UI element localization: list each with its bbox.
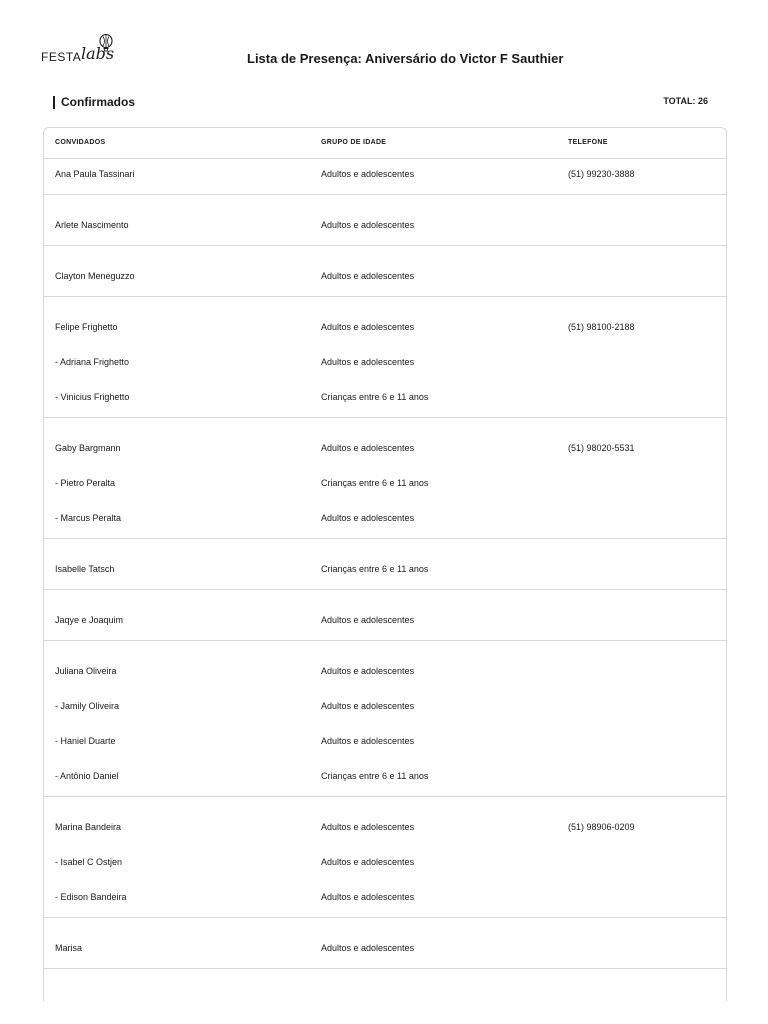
age-group: Adultos e adolescentes bbox=[321, 736, 415, 746]
logo-text: FESTA bbox=[41, 50, 82, 64]
phone-number: (51) 98906-0209 bbox=[568, 822, 635, 832]
guest-group bbox=[44, 797, 726, 918]
table-row bbox=[44, 933, 726, 968]
table-row bbox=[44, 847, 726, 882]
table-row bbox=[44, 605, 726, 640]
table-row bbox=[44, 210, 726, 245]
guest-group bbox=[44, 159, 726, 195]
guest-group bbox=[44, 539, 726, 590]
guest-group bbox=[44, 590, 726, 641]
age-group: Crianças entre 6 e 11 anos bbox=[321, 392, 429, 402]
section-title: Confirmados bbox=[61, 95, 136, 109]
phone-number: (51) 99230-3888 bbox=[568, 169, 635, 179]
age-group: Adultos e adolescentes bbox=[321, 857, 415, 867]
guest-name: - Marcus Peralta bbox=[55, 513, 122, 523]
age-group: Adultos e adolescentes bbox=[321, 615, 415, 625]
guest-group bbox=[44, 195, 726, 246]
age-group: Adultos e adolescentes bbox=[321, 322, 415, 332]
table-row bbox=[44, 656, 726, 691]
guest-name: Clayton Meneguzzo bbox=[55, 271, 135, 281]
guest-name: Gaby Bargmann bbox=[55, 443, 121, 453]
age-group: Adultos e adolescentes bbox=[321, 892, 415, 902]
age-group: Adultos e adolescentes bbox=[321, 666, 415, 676]
column-header-age-group: GRUPO DE IDADE bbox=[321, 139, 387, 146]
guest-name: - Antônio Daniel bbox=[55, 771, 119, 781]
age-group: Adultos e adolescentes bbox=[321, 357, 415, 367]
table-row bbox=[44, 382, 726, 417]
age-group: Adultos e adolescentes bbox=[321, 701, 415, 711]
table-row bbox=[44, 312, 726, 347]
table-row bbox=[44, 761, 726, 796]
guest-group bbox=[44, 297, 726, 418]
table-row bbox=[44, 261, 726, 296]
table-row bbox=[44, 554, 726, 589]
age-group: Adultos e adolescentes bbox=[321, 443, 415, 453]
table-body bbox=[44, 159, 726, 1001]
age-group: Adultos e adolescentes bbox=[321, 271, 415, 281]
phone-number: (51) 98020-5531 bbox=[568, 443, 635, 453]
age-group: Crianças entre 6 e 11 anos bbox=[321, 771, 429, 781]
table-row-partial bbox=[44, 969, 726, 1001]
guest-name: - Isabel C Ostjen bbox=[55, 857, 123, 867]
age-group: Crianças entre 6 e 11 anos bbox=[321, 478, 429, 488]
column-header-guests: CONVIDADOS bbox=[55, 139, 106, 146]
table-row bbox=[44, 433, 726, 468]
age-group: Adultos e adolescentes bbox=[321, 169, 415, 179]
guest-name: - Haniel Duarte bbox=[55, 736, 116, 746]
age-group: Adultos e adolescentes bbox=[321, 513, 415, 523]
logo-script-text: labs bbox=[81, 44, 115, 63]
total-count: TOTAL: 26 bbox=[663, 96, 708, 106]
age-group: Adultos e adolescentes bbox=[321, 220, 415, 230]
guest-name: Isabelle Tatsch bbox=[55, 564, 115, 574]
table-row bbox=[44, 812, 726, 847]
table-row bbox=[44, 503, 726, 538]
guest-name: Juliana Oliveira bbox=[55, 666, 117, 676]
age-group: Adultos e adolescentes bbox=[321, 822, 415, 832]
table-row bbox=[44, 691, 726, 726]
guest-name: Marisa bbox=[55, 943, 83, 953]
age-group: Crianças entre 6 e 11 anos bbox=[321, 564, 429, 574]
phone-number: (51) 98100-2188 bbox=[568, 322, 635, 332]
guest-group bbox=[44, 641, 726, 797]
guest-name: Ana Paula Tassinari bbox=[55, 169, 135, 179]
section-accent-bar bbox=[53, 96, 55, 109]
table-row bbox=[44, 882, 726, 917]
table-row bbox=[44, 726, 726, 761]
guest-name: - Pietro Peralta bbox=[55, 478, 116, 488]
table-row bbox=[44, 347, 726, 382]
table-row bbox=[44, 159, 726, 194]
balloon-icon bbox=[98, 34, 114, 54]
table-header bbox=[44, 128, 726, 159]
table-row bbox=[44, 468, 726, 503]
guest-group bbox=[44, 918, 726, 969]
guest-name: Felipe Frighetto bbox=[55, 322, 118, 332]
guest-group bbox=[44, 418, 726, 539]
section-header bbox=[53, 95, 135, 109]
page-title: Lista de Presença: Aniversário do Victor F Sauthier bbox=[247, 51, 564, 66]
guest-name: Arlete Nascimento bbox=[55, 220, 129, 230]
guest-name: - Vinicius Frighetto bbox=[55, 392, 130, 402]
guest-name: Marina Bandeira bbox=[55, 822, 122, 832]
festalabs-logo bbox=[41, 34, 121, 66]
column-header-phone: TELEFONE bbox=[568, 139, 608, 146]
guest-name: - Adriana Frighetto bbox=[55, 357, 130, 367]
guest-name: Jaqye e Joaquim bbox=[55, 615, 124, 625]
age-group: Adultos e adolescentes bbox=[321, 943, 415, 953]
guest-name: - Edison Bandeira bbox=[55, 892, 127, 902]
guest-group bbox=[44, 246, 726, 297]
guest-table bbox=[43, 127, 727, 1001]
guest-name: - Jamily Oliveira bbox=[55, 701, 120, 711]
